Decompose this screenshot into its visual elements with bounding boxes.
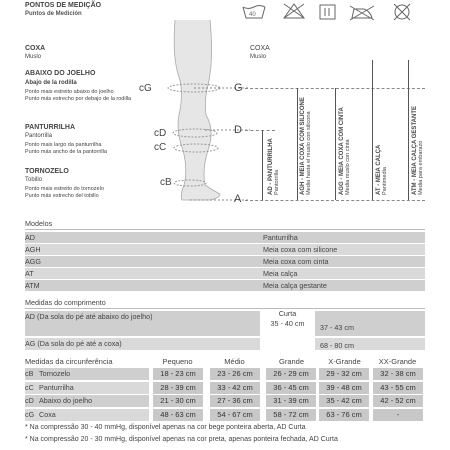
no-bleach-icon bbox=[284, 4, 304, 18]
arrow-at bbox=[372, 60, 373, 200]
circ-row-label bbox=[25, 409, 149, 421]
size-xxgrande: XX-Grande bbox=[378, 357, 417, 366]
label-tornozelo-l2: Punto más estrecho del tobillo bbox=[25, 193, 99, 199]
care-icons bbox=[240, 2, 430, 22]
label-coxa-es: Muslo bbox=[25, 54, 42, 60]
label-abaixo-l2: Punto más estrecho por debajo de la rodilla bbox=[25, 96, 132, 102]
length-row-ag: AG (Da sola do pé até a coxa) bbox=[25, 338, 425, 350]
wash-40-icon bbox=[243, 6, 265, 19]
size-xgrande: X-Grande bbox=[328, 357, 361, 366]
model-row-agh: AGH Meia coxa com silicone bbox=[25, 244, 425, 255]
circ-value: 39 - 48 cm bbox=[319, 382, 369, 394]
arrow-atm bbox=[408, 60, 409, 200]
circ-value: 63 - 76 cm bbox=[319, 409, 369, 421]
circ-value: 36 - 45 cm bbox=[266, 382, 316, 394]
size-grande: Grande bbox=[278, 357, 305, 366]
model-row-atm: ATM Meia calça gestante bbox=[25, 280, 425, 291]
circ-value: 23 - 26 cm bbox=[210, 368, 260, 380]
length-row-ad: AD (Da sola do pé até abaixo do joelho) bbox=[25, 311, 425, 336]
vlabel-agh: AGH - MEIA COXA COM SILICONE Media hasta el muslo con silicona bbox=[300, 97, 312, 195]
tumble-dry-icon bbox=[320, 5, 335, 19]
arrow-agg bbox=[335, 88, 336, 200]
length-ad-curta: 35 - 40 cm bbox=[270, 319, 305, 328]
label-tornozelo-es: Tobillo bbox=[25, 177, 43, 183]
vlabel-at: AT - MEIA CALÇA Pantimedia bbox=[376, 144, 388, 195]
label-abaixo-l1: Ponto mais estreito abaixo do joelho bbox=[25, 89, 114, 95]
svg-text:40: 40 bbox=[249, 12, 256, 18]
vlabel-atm: ATM - MEIA CALÇA GESTANTE Media para embarazo bbox=[412, 106, 424, 195]
length-ag-regular: 68 - 80 cm bbox=[320, 341, 354, 350]
label-coxa-right-es: Muslo bbox=[250, 54, 267, 60]
label-coxa: COXA bbox=[25, 45, 46, 52]
label-coxa-right: COXA bbox=[250, 45, 270, 52]
arrow-ad bbox=[262, 130, 263, 200]
model-row-agg: AGG Meia coxa com cinta bbox=[25, 256, 425, 267]
circ-value: 21 - 30 cm bbox=[153, 395, 203, 407]
size-medio: Médio bbox=[224, 357, 245, 366]
circ-name: Abaixo do joelho bbox=[39, 396, 93, 405]
circ-value: 35 - 42 cm bbox=[319, 395, 369, 407]
models-title: Modelos bbox=[25, 218, 425, 230]
guide-line-A bbox=[245, 200, 425, 201]
circ-title: Medidas da circunferência bbox=[25, 357, 113, 366]
length-ad-regular: 37 - 43 cm bbox=[320, 323, 354, 332]
circ-name: Tornozelo bbox=[39, 369, 71, 378]
label-panturrilha-es: Pantorrilla bbox=[25, 133, 53, 139]
label-tornozelo: TORNOZELO bbox=[25, 168, 69, 175]
title-es: Puntos de Medición bbox=[25, 11, 82, 17]
footnote-1: * Na compressão 30 - 40 mmHg, disponível apenas na cor bege ponteira aberta, AD Curta bbox=[25, 424, 306, 431]
guide-line-D bbox=[245, 130, 275, 131]
circ-value: 28 - 39 cm bbox=[153, 382, 203, 394]
footnote-2: * Na compressão 20 - 30 mmHg, disponível apenas na cor preta, apenas ponteira fechada, AD Curta bbox=[25, 436, 338, 443]
circ-value: 18 - 23 cm bbox=[153, 368, 203, 380]
circ-value: 43 - 55 cm bbox=[373, 382, 423, 394]
circ-value: 32 - 38 cm bbox=[373, 368, 423, 380]
circ-row-label bbox=[25, 382, 149, 394]
vlabel-ad: AD - PANTURRILHA Pantorrilla bbox=[268, 138, 280, 195]
leg-label-G: G bbox=[234, 82, 243, 94]
length-title: Medidas do comprimento bbox=[25, 297, 425, 309]
circ-code: cG bbox=[25, 409, 35, 419]
label-panturrilha-l2: Punto más ancho de la pantorrilla bbox=[25, 149, 107, 155]
label-abaixo: ABAIXO DO JOELHO bbox=[25, 70, 96, 77]
leg-label-cD: cD bbox=[154, 128, 167, 139]
circ-value: 29 - 32 cm bbox=[319, 368, 369, 380]
leg-label-cG: cG bbox=[139, 83, 152, 94]
iron-low-icon bbox=[350, 6, 374, 20]
model-row-at: AT Meia calça bbox=[25, 268, 425, 279]
vlabel-agg: AGG - MEIA COXA COM CINTA Media muslo con cinta bbox=[339, 107, 351, 195]
circ-code: cD bbox=[25, 396, 34, 405]
circ-value: 26 - 29 cm bbox=[266, 368, 316, 380]
circ-value: - bbox=[373, 409, 423, 421]
no-dryclean-icon bbox=[394, 4, 410, 20]
length-ag-empty bbox=[260, 338, 315, 350]
curta-label: Curta bbox=[278, 309, 297, 318]
label-abaixo-es: Abajo de la rodilla bbox=[25, 80, 77, 86]
circ-code: cC bbox=[25, 382, 34, 392]
model-row-ad: AD Panturrilha bbox=[25, 232, 425, 243]
leg-label-D: D bbox=[234, 124, 242, 136]
leg-label-cC: cC bbox=[154, 142, 167, 153]
title-pt: PONTOS DE MEDIÇÃO bbox=[25, 2, 102, 9]
leg-label-cB: cB bbox=[160, 177, 172, 188]
circ-value: 58 - 72 cm bbox=[266, 409, 316, 421]
circ-value: 31 - 39 cm bbox=[266, 395, 316, 407]
circ-value: 33 - 42 cm bbox=[210, 382, 260, 394]
circ-value: 48 - 63 cm bbox=[153, 409, 203, 421]
circ-row-label bbox=[25, 395, 149, 407]
label-panturrilha-l1: Ponto mais largo da panturrilha bbox=[25, 142, 102, 148]
length-ad-curta-cell bbox=[260, 309, 315, 336]
circ-value: 54 - 67 cm bbox=[210, 409, 260, 421]
size-pequeno: Pequeno bbox=[162, 357, 193, 366]
circ-code: cB bbox=[25, 369, 34, 378]
circ-row-label bbox=[25, 368, 149, 380]
circ-name: Panturrilha bbox=[39, 382, 74, 392]
circ-value: 42 - 52 cm bbox=[373, 395, 423, 407]
label-tornozelo-l1: Ponto mais estreito do tornozelo bbox=[25, 186, 104, 192]
circ-value: 27 - 36 cm bbox=[210, 395, 260, 407]
leg-label-A: A bbox=[234, 193, 242, 205]
label-panturrilha: PANTURRILHA bbox=[25, 124, 76, 131]
circ-name: Coxa bbox=[39, 409, 56, 419]
arrow-agh bbox=[297, 88, 298, 200]
